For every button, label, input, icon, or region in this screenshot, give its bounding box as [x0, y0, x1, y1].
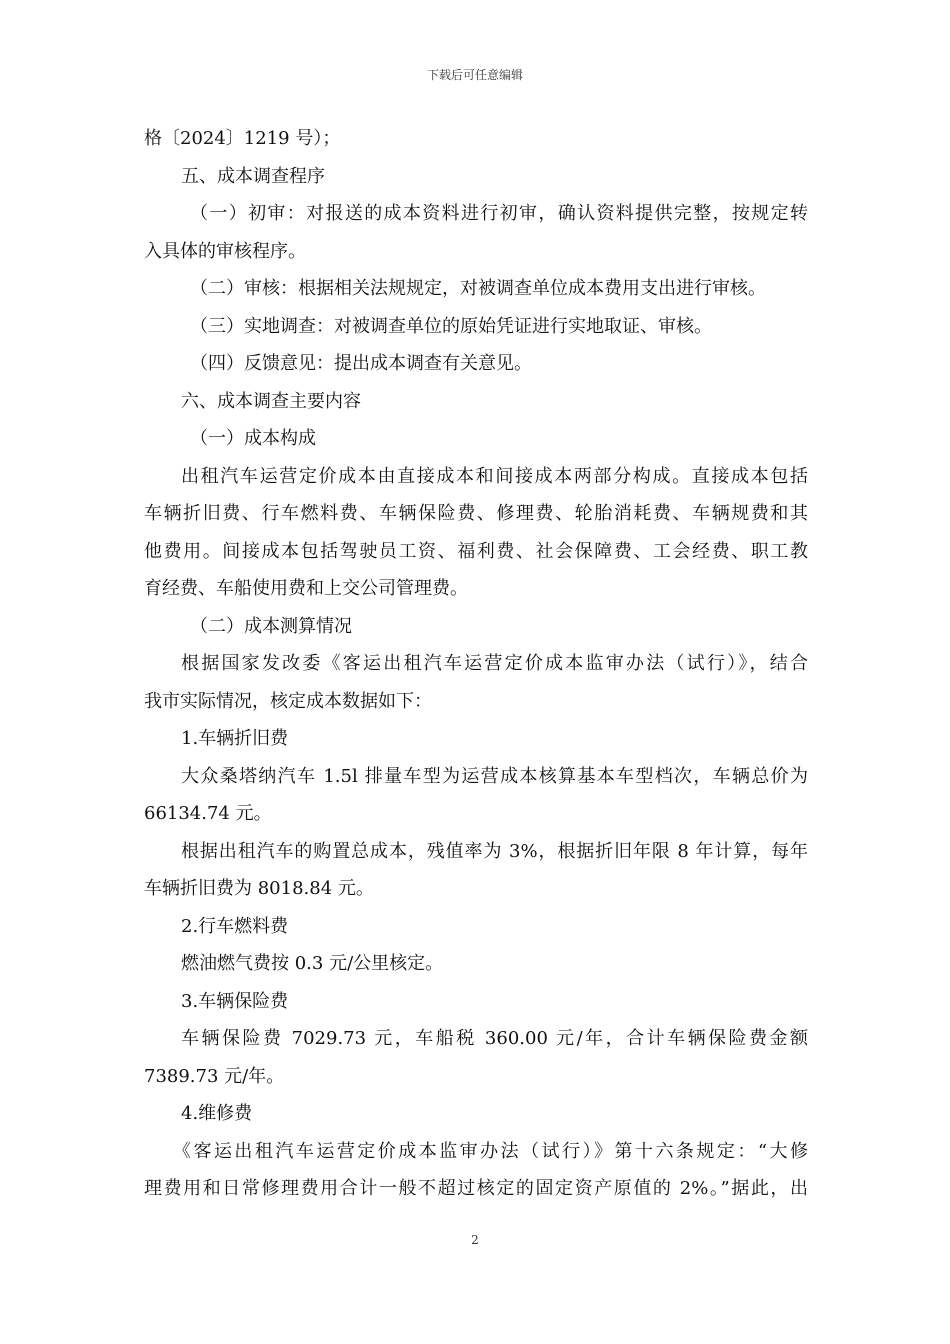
- document-body: [144, 120, 808, 1208]
- item-heading: 1.车辆折旧费: [181, 728, 289, 749]
- body-line: 根据国家发改委《客运出租汽车运营定价成本监审办法（试行）》，结合: [181, 653, 808, 674]
- body-line: （一）初审：对报送的成本资料进行初审，确认资料提供完整，按规定转: [190, 203, 808, 224]
- body-line: 燃油燃气费按 0.3 元/公里核定。: [181, 953, 444, 974]
- body-line: 大众桑塔纳汽车 1.5l 排量车型为运营成本核算基本车型档次，车辆总价为: [181, 765, 808, 787]
- body-line: （四）反馈意见：提出成本调查有关意见。: [190, 353, 532, 374]
- body-line: 车辆折旧费、行车燃料费、车辆保险费、修理费、轮胎消耗费、车辆规费和其: [144, 503, 808, 524]
- body-line: 入具体的审核程序。: [144, 240, 306, 262]
- page-number: 2: [471, 1233, 479, 1247]
- item-heading: 3.车辆保险费: [181, 990, 289, 1012]
- section-heading: 六、成本调查主要内容: [181, 390, 361, 412]
- page-header: 下载后可任意编辑: [426, 68, 523, 82]
- item-heading: 4.维修费: [181, 1103, 253, 1124]
- body-line: 格〔2024〕1219 号）；: [144, 128, 341, 149]
- subsection-heading: （一）成本构成: [190, 428, 316, 449]
- body-line: 7389.73 元/年。: [144, 1065, 285, 1087]
- body-line: 我市实际情况，核定成本数据如下：: [144, 690, 432, 712]
- section-heading: 五、成本调查程序: [181, 165, 325, 187]
- body-line: 《客运出租汽车运营定价成本监审办法（试行）》第十六条规定：“大修: [173, 1140, 808, 1162]
- body-line: 他费用。间接成本包括驾驶员工资、福利费、社会保障费、工会经费、职工教: [144, 540, 808, 562]
- body-line: 出租汽车运营定价成本由直接成本和间接成本两部分构成。直接成本包括: [181, 465, 808, 487]
- item-heading: 2.行车燃料费: [181, 915, 289, 937]
- body-line: 车辆折旧费为 8018.84 元。: [144, 878, 374, 899]
- body-line: 66134.74 元。: [144, 803, 272, 824]
- body-line: （三）实地调查：对被调查单位的原始凭证进行实地取证、审核。: [190, 315, 712, 337]
- body-line: 理费用和日常修理费用合计一般不超过核定的固定资产原值的 2%。”据此，出: [144, 1178, 808, 1199]
- subsection-heading: （二）成本测算情况: [190, 615, 352, 637]
- body-line: 根据出租汽车的购置总成本，残值率为 3%，根据折旧年限 8 年计算，每年: [181, 840, 808, 862]
- body-line: （二）审核：根据相关法规规定，对被调查单位成本费用支出进行审核。: [190, 278, 766, 299]
- body-line: 车辆保险费 7029.73 元，车船税 360.00 元/年，合计车辆保险费金额: [181, 1028, 808, 1049]
- body-line: 育经费、车船使用费和上交公司管理费。: [144, 578, 468, 599]
